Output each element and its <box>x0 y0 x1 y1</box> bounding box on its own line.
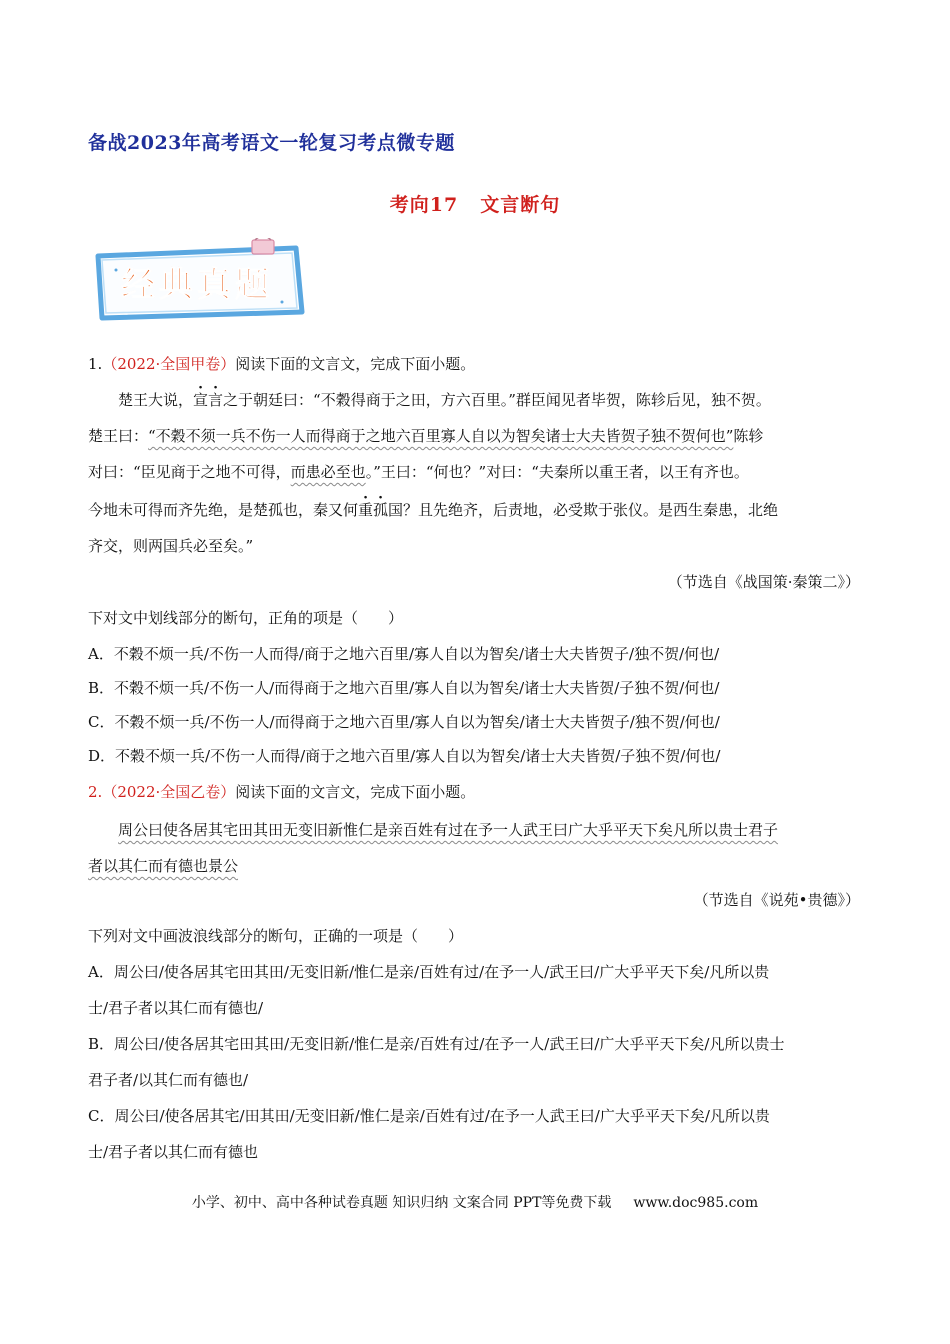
series-title: 备战2023年高考语文一轮复习考点微专题 <box>88 132 455 154</box>
q2-citation: （节选自《说苑•贵德》） <box>693 891 860 909</box>
passage-text: 。”王曰：“何也？”对曰：“夫秦所以重王者，以王有齐也。 <box>365 463 749 481</box>
wavy-underlined-text: 而患必至也 <box>290 463 366 481</box>
q1-header <box>88 354 475 374</box>
q1-option-c[interactable]: C．不穀不烦一兵/不伤一人/而得商于之地六百里/寡人自以为智矣/诸士大夫皆贺子/独不贺/何也/ <box>88 713 720 731</box>
passage-text: 国？且先绝齐，后责地，必受欺于张仪。是西生秦患，北绝 <box>388 501 779 519</box>
topic-name: 文言断句 <box>480 194 561 216</box>
q2-instruction: 阅读下面的文言文，完成下面小题。 <box>235 783 476 801</box>
passage-text: 之于朝廷曰：“不穀得商于之田，方六百里。”群臣闻见者毕贺，陈轸后见，独不贺。 <box>223 391 771 409</box>
binder-clip-icon <box>252 238 274 254</box>
q1-number: 1. <box>88 355 103 373</box>
wavy-underlined-text: “不穀不须一兵不伤一人而得商于之地六百里寡人自以为智矣诸士大夫皆贺子独不贺何也” <box>148 427 734 445</box>
q2-source: （2022·全国乙卷） <box>102 783 236 801</box>
q1-passage-line-1 <box>118 390 771 410</box>
q2-option-a[interactable]: A．周公曰/使各居其宅田其田/无变旧新/惟仁是亲/百姓有过/在予一人/武王曰/广大乎平天下矣/凡所以贵 <box>88 963 770 981</box>
passage-text: 楚王曰： <box>88 427 149 445</box>
passage-text: 楚王大说， <box>118 391 194 409</box>
q1-citation: （节选自《战国策·秦策二》） <box>667 573 860 591</box>
q1-option-d[interactable]: D．不穀不烦一兵/不伤一人而得/商于之地六百里/寡人自以为智矣/诸士大夫皆贺/子独不贺/何也/ <box>88 747 721 765</box>
q2-option-b-cont[interactable]: 君子者/以其仁而有德也/ <box>88 1071 249 1089</box>
page-footer <box>0 1192 950 1212</box>
badge-label: 经典真题 <box>121 265 273 305</box>
q1-passage-line-4 <box>88 500 778 520</box>
emphasis-char: 言 <box>208 391 224 409</box>
wavy-underlined-text: 周公曰使各居其宅田其田无变旧新惟仁是亲百姓有过在予一人武王曰广大乎平天下矣凡所以贵士君子 <box>118 821 779 839</box>
topic-number: 考向17 <box>389 194 459 216</box>
footer-text: 小学、初中、高中各种试卷真题 知识归纳 文案合同 PPT等免费下载 <box>191 1195 612 1211</box>
q2-passage-line-2 <box>88 856 238 876</box>
q1-instruction: 阅读下面的文言文，完成下面小题。 <box>235 355 476 373</box>
wavy-underlined-text: 者以其仁而有德也景公 <box>88 857 239 875</box>
q1-option-a[interactable]: A．不穀不烦一兵/不伤一人而得/商于之地六百里/寡人自以为智矣/诸士大夫皆贺子/独不贺/何也/ <box>88 645 720 663</box>
passage-text: 对曰：“臣见商于之地不可得， <box>88 463 291 481</box>
passage-text: 今地未可得而齐先绝，是楚孤也，秦又何 <box>88 501 359 519</box>
emphasis-char: 宣 <box>193 391 209 409</box>
emphasis-char: 重 <box>358 501 374 519</box>
q2-header <box>88 782 475 802</box>
q1-source: （2022·全国甲卷） <box>102 355 236 373</box>
q2-question: 下列对文中画波浪线部分的断句，正确的一项是（ ） <box>88 927 464 945</box>
q2-option-c-cont[interactable]: 士/君子者以其仁而有德也 <box>88 1143 259 1161</box>
footer-link[interactable]: www.doc985.com <box>633 1195 759 1211</box>
q2-number: 2. <box>88 783 103 801</box>
q2-option-c[interactable]: C．周公曰/使各居其宅/田其田/无变旧新/惟仁是亲/百姓有过/在予一人武王曰/广大乎平天下矣/凡所以贵 <box>88 1107 770 1125</box>
q1-option-b[interactable]: B．不穀不烦一兵/不伤一人/而得商于之地六百里/寡人自以为智矣/诸士大夫皆贺/子独不贺/何也/ <box>88 679 720 697</box>
q1-passage-line-5: 齐交，则两国兵必至矣。” <box>88 537 254 555</box>
q2-option-a-cont[interactable]: 士/君子者以其仁而有德也/ <box>88 999 264 1017</box>
classic-exam-badge <box>92 238 308 322</box>
topic-title <box>0 190 950 217</box>
q2-option-b[interactable]: B．周公曰/使各居其宅田其田/无变旧新/惟仁是亲/百姓有过/在予一人/武王曰/广大乎平天下矣/凡所以贵士 <box>88 1035 785 1053</box>
q1-passage-line-2 <box>88 426 763 446</box>
q1-question: 下对文中划线部分的断句，正角的项是（ ） <box>88 609 404 627</box>
q2-passage-line-1 <box>118 820 778 840</box>
q1-passage-line-3 <box>88 462 749 482</box>
emphasis-char: 孤 <box>373 501 389 519</box>
badge-graphic <box>92 238 308 322</box>
passage-text: 陈轸 <box>733 427 764 445</box>
